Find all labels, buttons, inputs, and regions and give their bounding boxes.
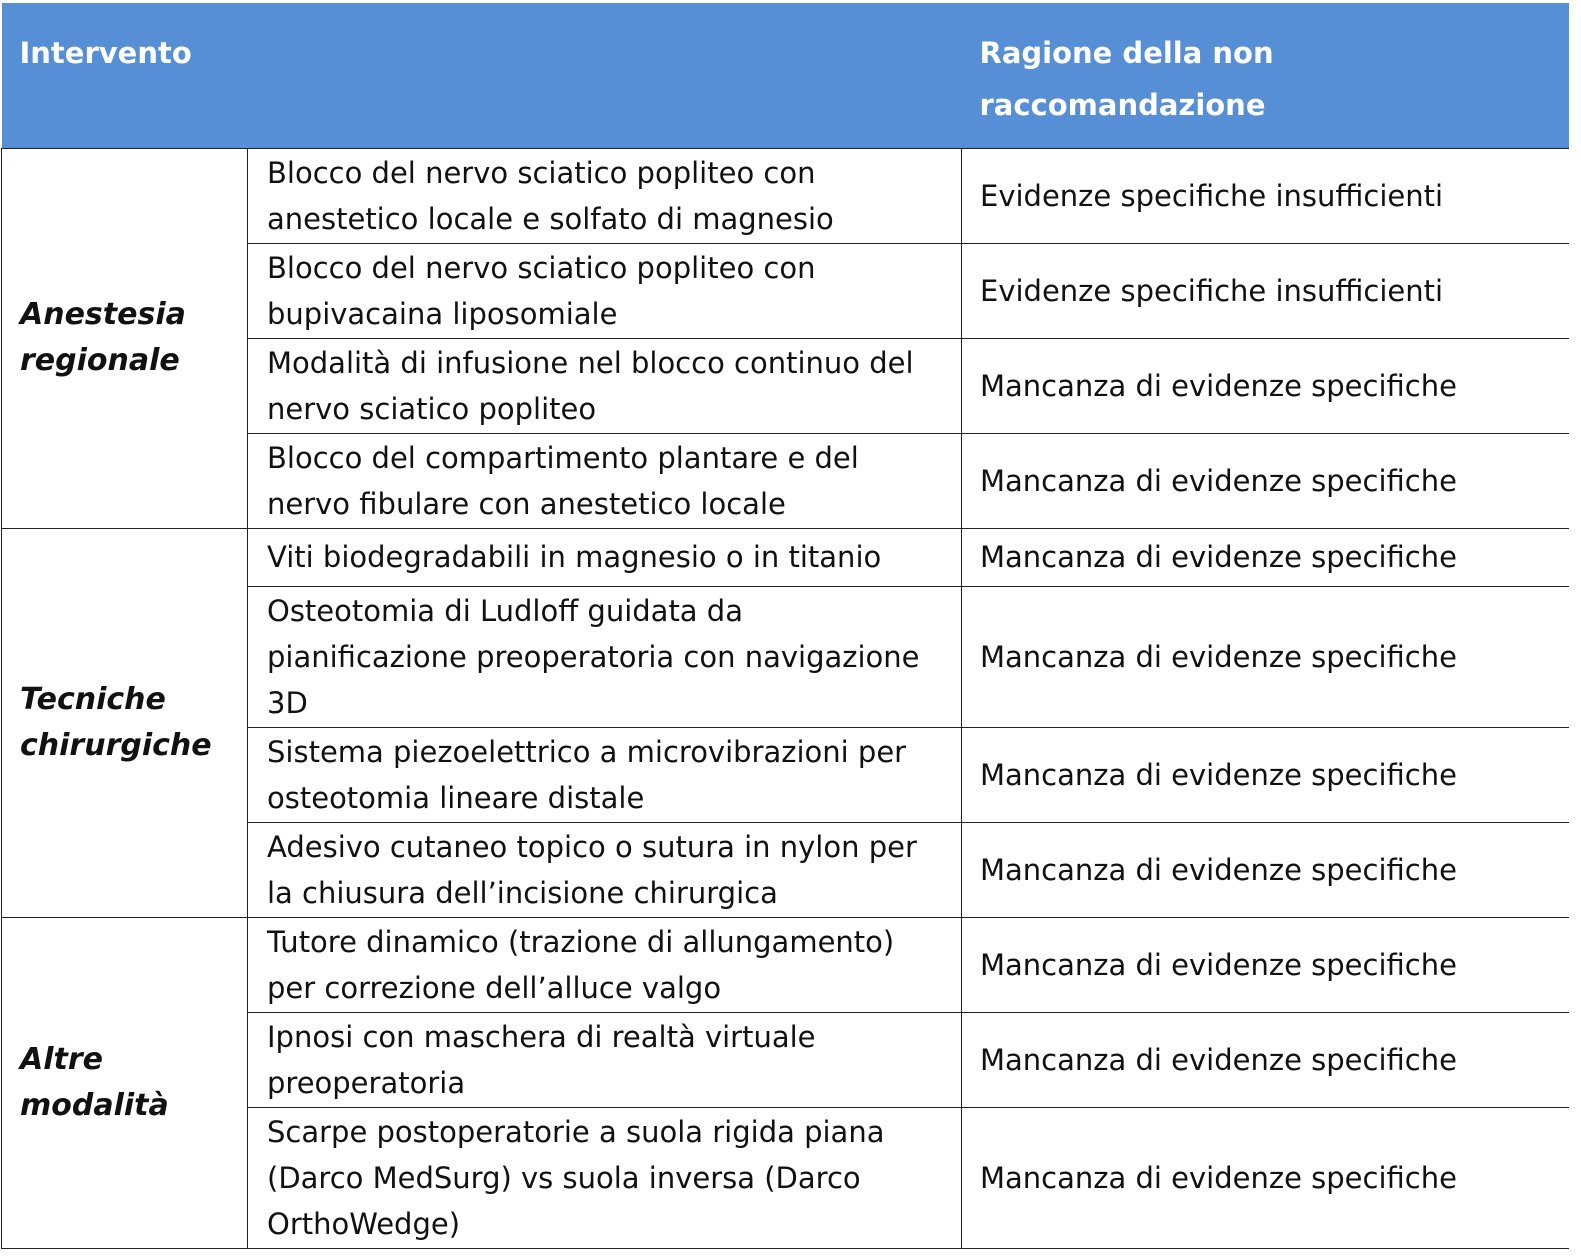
recommendations-table (1, 3, 1569, 1249)
ragione-cell: Mancanza di evidenze specifiche (962, 433, 1569, 528)
ragione-cell: Mancanza di evidenze specifiche (962, 822, 1569, 917)
intervento-cell: Scarpe postoperatorie a suola rigida piana (Darco MedSurg) vs suola inversa (Darco OrthoWedge) (248, 1107, 962, 1248)
header-intervento: Intervento (2, 3, 962, 148)
intervento-cell: Tutore dinamico (trazione di allungamento) per correzione dell’alluce valgo (248, 917, 962, 1012)
intervento-cell: Sistema piezoelettrico a microvibrazioni per osteotomia lineare distale (248, 727, 962, 822)
intervento-cell: Blocco del nervo sciatico popliteo con anestetico locale e solfato di magnesio (248, 148, 962, 243)
intervento-cell: Ipnosi con maschera di realtà virtuale preoperatoria (248, 1012, 962, 1107)
ragione-cell: Mancanza di evidenze specifiche (962, 727, 1569, 822)
intervento-cell: Osteotomia di Ludloff guidata da pianificazione preoperatoria con navigazione 3D (248, 586, 962, 727)
intervento-cell: Blocco del nervo sciatico popliteo con bupivacaina liposomiale (248, 243, 962, 338)
ragione-cell: Mancanza di evidenze specifiche (962, 917, 1569, 1012)
intervento-cell: Modalità di infusione nel blocco continuo del nervo sciatico popliteo (248, 338, 962, 433)
ragione-cell: Mancanza di evidenze specifiche (962, 1107, 1569, 1248)
ragione-cell: Evidenze specifiche insufficienti (962, 148, 1569, 243)
table-row (2, 917, 1569, 1012)
group-label: Altre modalità (2, 917, 248, 1248)
header-row (2, 3, 1569, 148)
table-header (2, 3, 1569, 148)
ragione-cell: Mancanza di evidenze specifiche (962, 338, 1569, 433)
ragione-cell: Mancanza di evidenze specifiche (962, 586, 1569, 727)
table-row (2, 148, 1569, 243)
ragione-cell: Mancanza di evidenze specifiche (962, 528, 1569, 586)
intervento-cell: Adesivo cutaneo topico o sutura in nylon per la chiusura dell’incisione chirurgica (248, 822, 962, 917)
table-body (2, 148, 1569, 1248)
table-row (2, 528, 1569, 586)
intervento-cell: Blocco del compartimento plantare e del nervo fibulare con anestetico locale (248, 433, 962, 528)
ragione-cell: Mancanza di evidenze specifiche (962, 1012, 1569, 1107)
group-label: Tecniche chirurgiche (2, 528, 248, 917)
intervento-cell: Viti biodegradabili in magnesio o in titanio (248, 528, 962, 586)
ragione-cell: Evidenze specifiche insufficienti (962, 243, 1569, 338)
header-ragione: Ragione della non raccomandazione (962, 3, 1569, 148)
group-label: Anestesia regionale (2, 148, 248, 528)
